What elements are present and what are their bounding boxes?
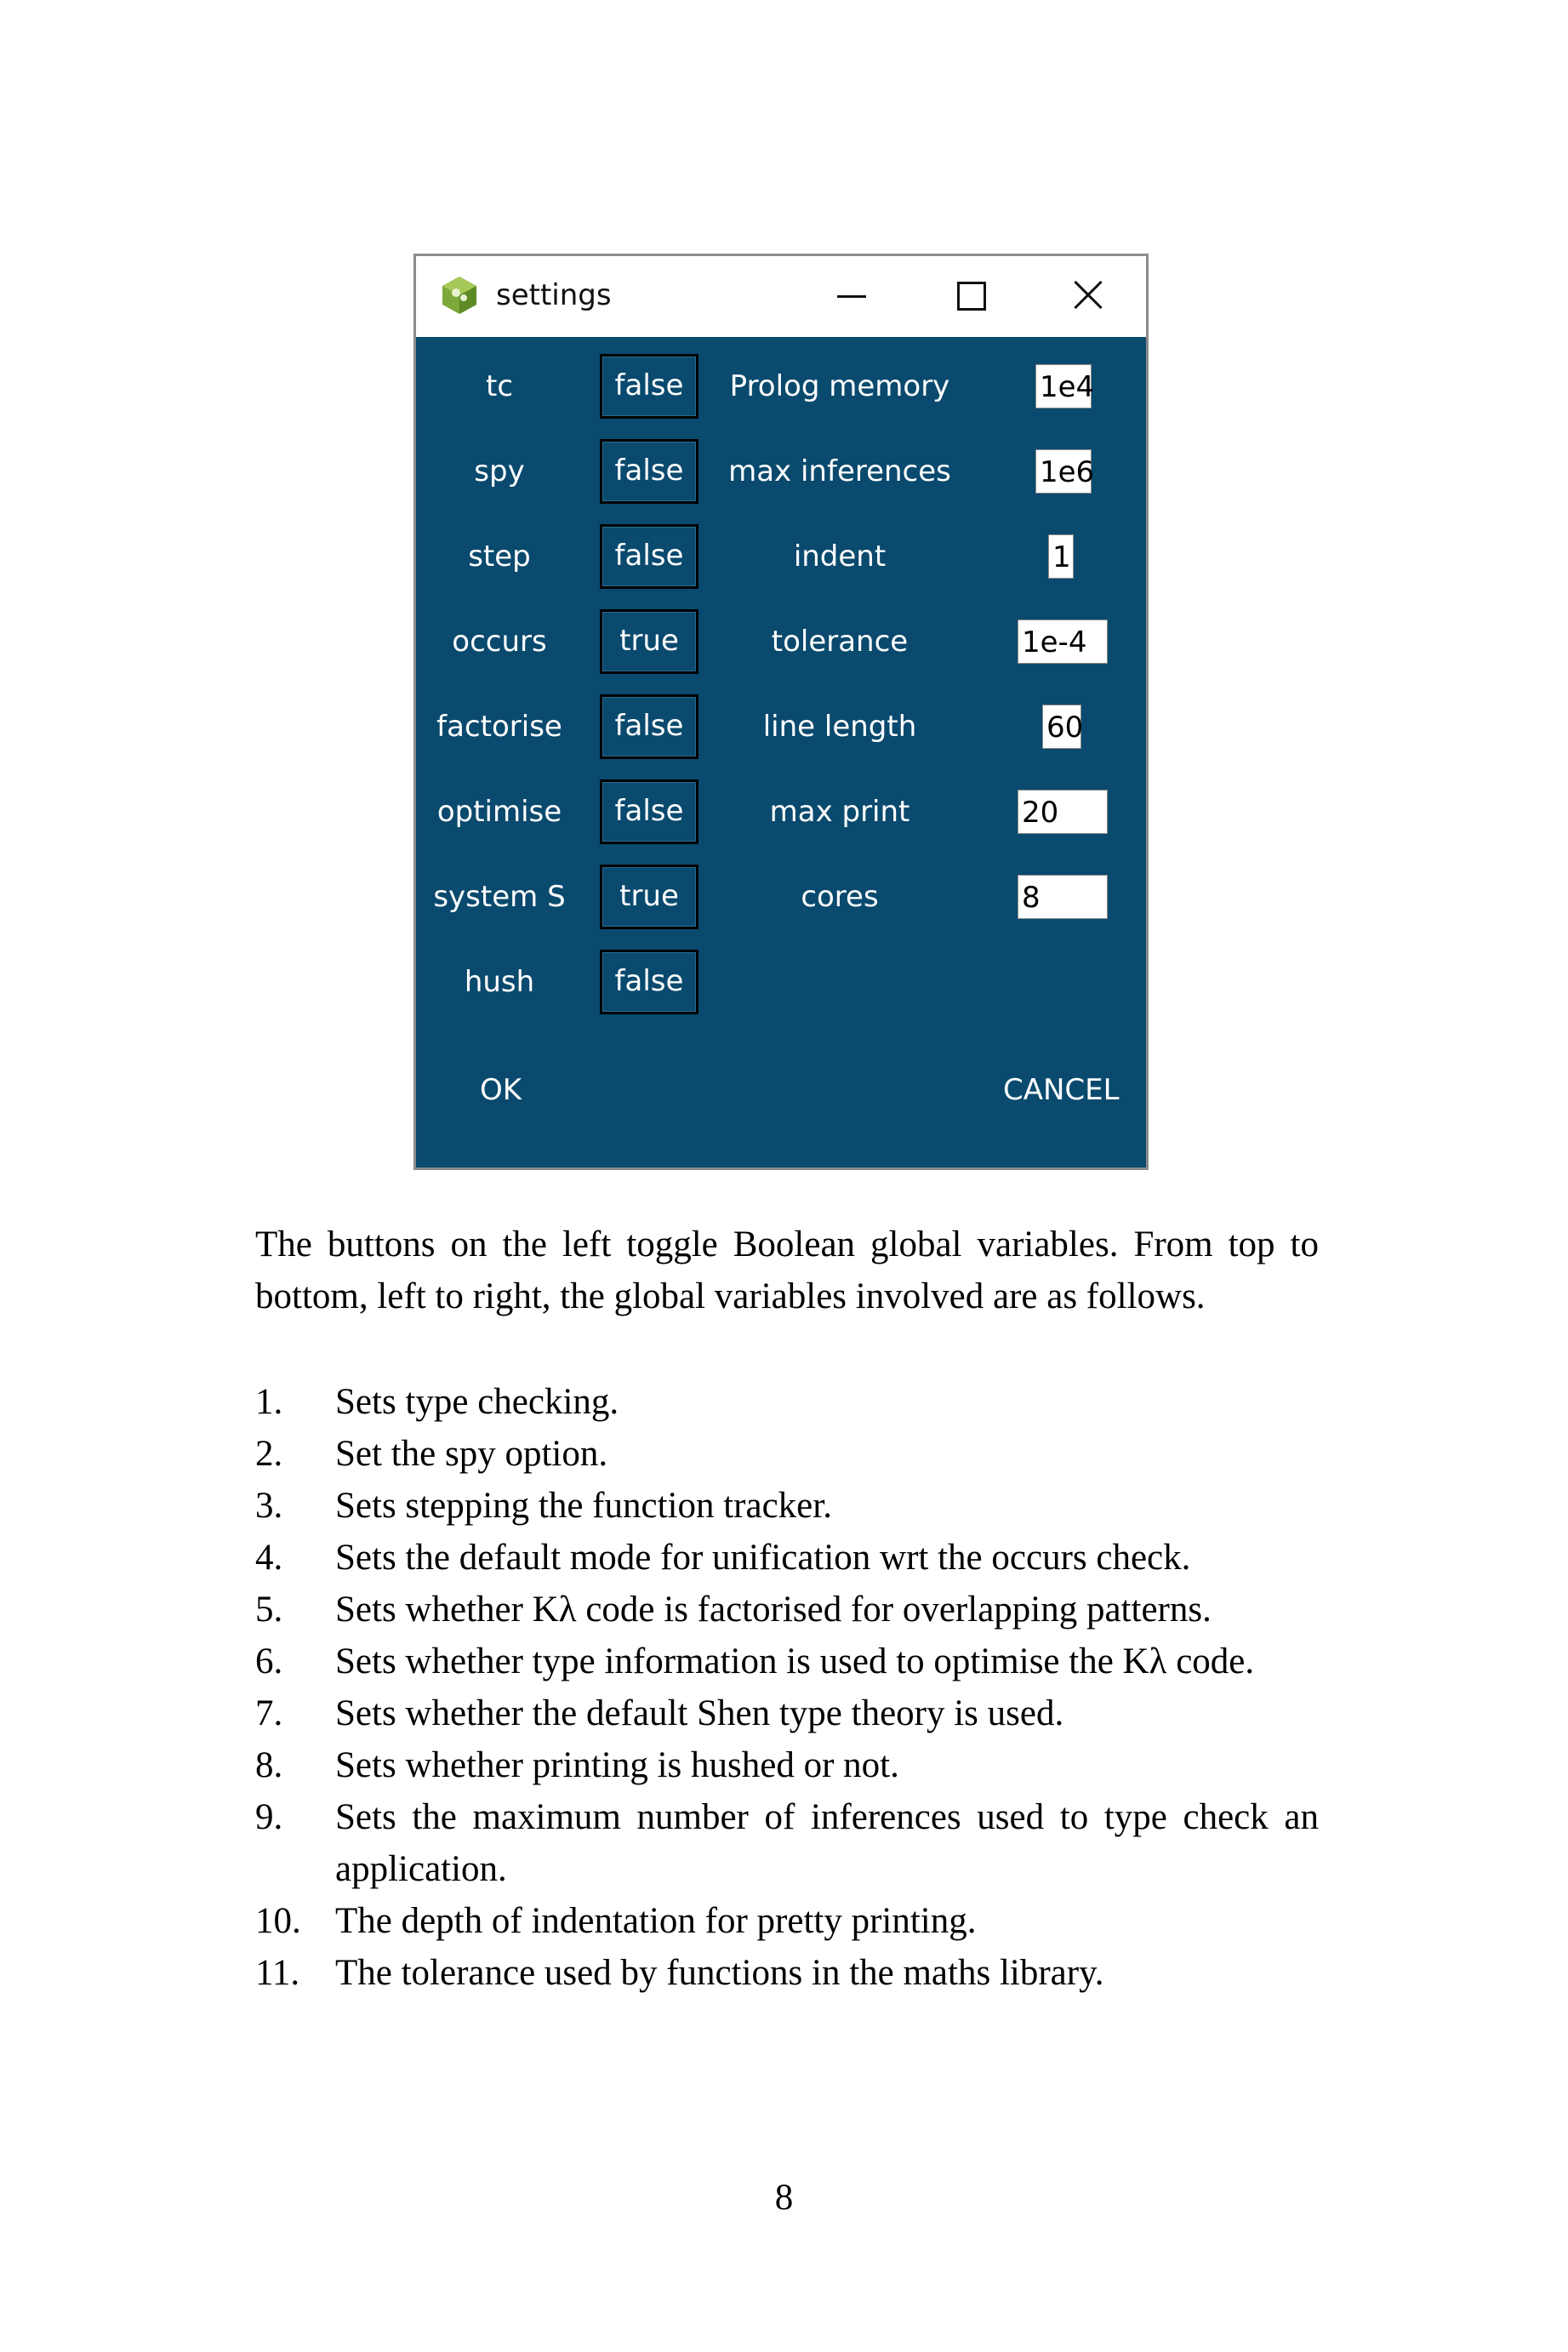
list-item bbox=[255, 1428, 1319, 1480]
settings-row bbox=[416, 439, 1146, 504]
tolerance-input[interactable]: 1e-4 bbox=[1018, 619, 1108, 664]
list-text: Sets stepping the function tracker. bbox=[335, 1486, 832, 1526]
list-text: Sets the default mode for unification wrt the occurs check. bbox=[335, 1538, 1191, 1578]
field-label-cores: cores bbox=[801, 880, 879, 914]
list-number: 2. bbox=[255, 1434, 283, 1474]
field-label-line-length: line length bbox=[762, 710, 917, 744]
minimize-button[interactable] bbox=[816, 256, 884, 334]
list-number: 8. bbox=[255, 1745, 283, 1785]
list-text: Sets whether printing is hushed or not. bbox=[335, 1745, 899, 1785]
list-item bbox=[255, 1480, 1319, 1532]
settings-body bbox=[416, 337, 1146, 1167]
list-number: 5. bbox=[255, 1590, 283, 1630]
list-number: 7. bbox=[255, 1693, 283, 1733]
close-button[interactable] bbox=[1054, 256, 1122, 334]
list-text: The depth of indentation for pretty printing. bbox=[335, 1901, 977, 1941]
indent-input[interactable]: 1 bbox=[1048, 534, 1074, 579]
toggle-button-occurs[interactable]: true bbox=[600, 609, 698, 674]
toggle-label-tc: tc bbox=[485, 369, 514, 403]
prolog-memory-input[interactable]: 1e4 bbox=[1035, 364, 1092, 408]
settings-row bbox=[416, 865, 1146, 929]
page-number: 8 bbox=[774, 2178, 794, 2218]
minimize-icon bbox=[837, 295, 866, 298]
settings-row bbox=[416, 950, 1146, 1014]
toggle-button-spy[interactable]: false bbox=[600, 439, 698, 504]
list-text: Sets whether Kλ code is factorised for overlapping patterns. bbox=[335, 1590, 1212, 1630]
toggle-button-hush[interactable]: false bbox=[600, 950, 698, 1014]
settings-row bbox=[416, 694, 1146, 759]
toggle-button-optimise[interactable]: false bbox=[600, 779, 698, 844]
list-item bbox=[255, 1687, 1319, 1739]
list-item bbox=[255, 1739, 1319, 1791]
list-number: 6. bbox=[255, 1641, 283, 1681]
toggle-label-spy: spy bbox=[474, 454, 525, 488]
list-item bbox=[255, 1584, 1319, 1636]
settings-dialog bbox=[413, 254, 1149, 1170]
list-number: 4. bbox=[255, 1538, 283, 1578]
toggle-label-system-s: system S bbox=[433, 880, 566, 914]
list-number: 1. bbox=[255, 1382, 283, 1422]
title-bar bbox=[416, 256, 1146, 337]
list-text: Sets whether the default Shen type theory is used. bbox=[335, 1693, 1064, 1733]
field-label-prolog-memory: Prolog memory bbox=[729, 369, 950, 403]
toggle-button-system-s[interactable]: true bbox=[600, 865, 698, 929]
toggle-label-occurs: occurs bbox=[452, 625, 547, 659]
toggle-label-step: step bbox=[468, 539, 531, 574]
toggle-label-hush: hush bbox=[464, 965, 535, 999]
list-number: 3. bbox=[255, 1486, 283, 1526]
list-text: Set the spy option. bbox=[335, 1434, 608, 1474]
cancel-button[interactable]: CANCEL bbox=[1003, 1073, 1120, 1107]
toggle-button-factorise[interactable]: false bbox=[600, 694, 698, 759]
toggle-button-step[interactable]: false bbox=[600, 524, 698, 589]
list-item bbox=[255, 1791, 1319, 1895]
list-text: The tolerance used by functions in the maths library. bbox=[335, 1953, 1104, 1993]
cores-input[interactable]: 8 bbox=[1018, 875, 1108, 919]
line-length-input[interactable]: 60 bbox=[1042, 705, 1081, 749]
field-label-max-print: max print bbox=[769, 795, 910, 829]
list-item bbox=[255, 1532, 1319, 1584]
list-text: Sets whether type information is used to optimise the Kλ code. bbox=[335, 1641, 1255, 1681]
max-print-input[interactable]: 20 bbox=[1018, 790, 1108, 834]
field-label-indent: indent bbox=[793, 539, 887, 574]
maximize-button[interactable] bbox=[935, 256, 1003, 334]
intro-paragraph: The buttons on the left toggle Boolean global variables. From top to bottom, left to right, the global variables involved are as follows. bbox=[255, 1225, 1319, 1316]
list-number: 11. bbox=[255, 1953, 300, 1993]
toggle-label-factorise: factorise bbox=[436, 710, 562, 744]
settings-row bbox=[416, 779, 1146, 844]
settings-row bbox=[416, 609, 1146, 674]
list-number: 9. bbox=[255, 1797, 283, 1837]
variables-list bbox=[255, 1376, 1319, 1999]
field-label-tolerance: tolerance bbox=[771, 625, 909, 659]
maximize-icon bbox=[957, 282, 986, 311]
list-number: 10. bbox=[255, 1901, 301, 1941]
list-item bbox=[255, 1376, 1319, 1428]
max-inferences-input[interactable]: 1e6 bbox=[1035, 449, 1092, 494]
window-title: settings bbox=[496, 278, 612, 312]
toggle-button-tc[interactable]: false bbox=[600, 354, 698, 419]
list-item bbox=[255, 1636, 1319, 1687]
settings-row bbox=[416, 354, 1146, 419]
toggle-label-optimise: optimise bbox=[436, 795, 562, 829]
list-item bbox=[255, 1947, 1319, 1999]
list-text: Sets the maximum number of inferences used to type check an application. bbox=[335, 1797, 1319, 1889]
field-label-max-inferences: max inferences bbox=[728, 454, 951, 488]
shen-app-icon bbox=[439, 275, 480, 316]
list-item bbox=[255, 1895, 1319, 1947]
ok-button[interactable]: OK bbox=[480, 1073, 522, 1107]
settings-row bbox=[416, 524, 1146, 589]
list-text: Sets type checking. bbox=[335, 1382, 619, 1422]
